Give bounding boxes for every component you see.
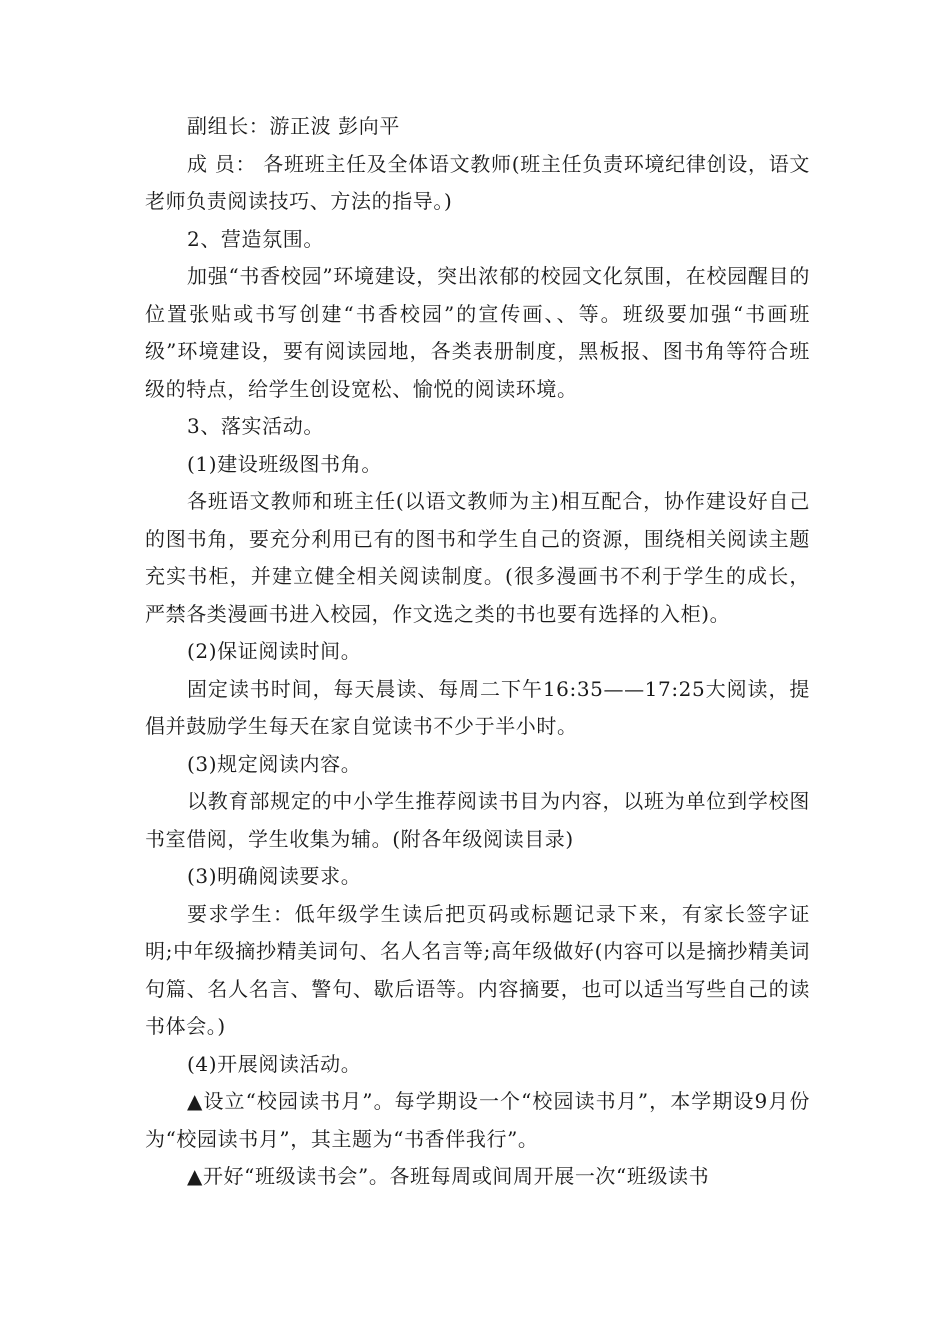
paragraph-class-reading-club: ▲开好“班级读书会”。各班每周或间周开展一次“班级读书: [187, 1164, 710, 1188]
paragraph-reading-requirements: 要求学生：低年级学生读后把页码或标题记录下来，有家长签字证明;中年级摘抄精美词句、名人名言等;高年级做好(内容可以是摘抄精美词句篇、名人名言、警句、歇后语等。内容摘要，也可以适当写些自己的读书体会。): [145, 901, 810, 1038]
paragraph-atmosphere: 加强“书香校园”环境建设，突出浓郁的校园文化氛围，在校园醒目的位置张贴或书写创建“书香校园”的宣传画、、等。班级要加强“书画班级”环境建设，要有阅读园地，各类表册制度，黑板报、图书角等符合班级的特点，给学生创设宽松、愉悦的阅读环境。: [145, 264, 810, 401]
subheading-reading-requirements: (3)明确阅读要求。: [187, 864, 362, 888]
paragraph-reading-month: ▲设立“校园读书月”。每学期设一个“校园读书月”，本学期设9月份为“校园读书月”，其主题为“书香伴我行”。: [145, 1089, 810, 1151]
document-body: [145, 108, 810, 1196]
subheading-book-corner: (1)建设班级图书角。: [187, 451, 382, 476]
section-heading-activities: 3、落实活动。: [187, 414, 324, 438]
paragraph-book-corner: 各班语文教师和班主任(以语文教师为主)相互配合，协作建设好自己的图书角，要充分利用已有的图书和学生自己的资源，围绕相关阅读主题充实书柜，并建立健全相关阅读制度。(很多漫画书不利于学生的成长，严禁各类漫画书进入校园，作文选之类的书也要有选择的入柜)。: [145, 489, 810, 626]
paragraph-reading-content: 以教育部规定的中小学生推荐阅读书目为内容，以班为单位到学校图书室借阅，学生收集为辅。(附各年级阅读目录): [145, 789, 810, 851]
subheading-reading-time: (2)保证阅读时间。: [187, 639, 362, 663]
section-heading-atmosphere: 2、营造氛围。: [187, 226, 324, 251]
paragraph-members: 成 员： 各班班主任及全体语文教师(班主任负责环境纪律创设，语文老师负责阅读技巧、方法的指导。): [145, 151, 810, 213]
subheading-reading-content: (3)规定阅读内容。: [187, 751, 362, 776]
paragraph-deputy-leaders: 副组长：游正波 彭向平: [187, 114, 400, 138]
subheading-reading-activities: (4)开展阅读活动。: [187, 1051, 362, 1076]
paragraph-reading-time: 固定读书时间，每天晨读、每周二下午16:35——17:25大阅读，提倡并鼓励学生每天在家自觉读书不少于半小时。: [145, 676, 810, 738]
